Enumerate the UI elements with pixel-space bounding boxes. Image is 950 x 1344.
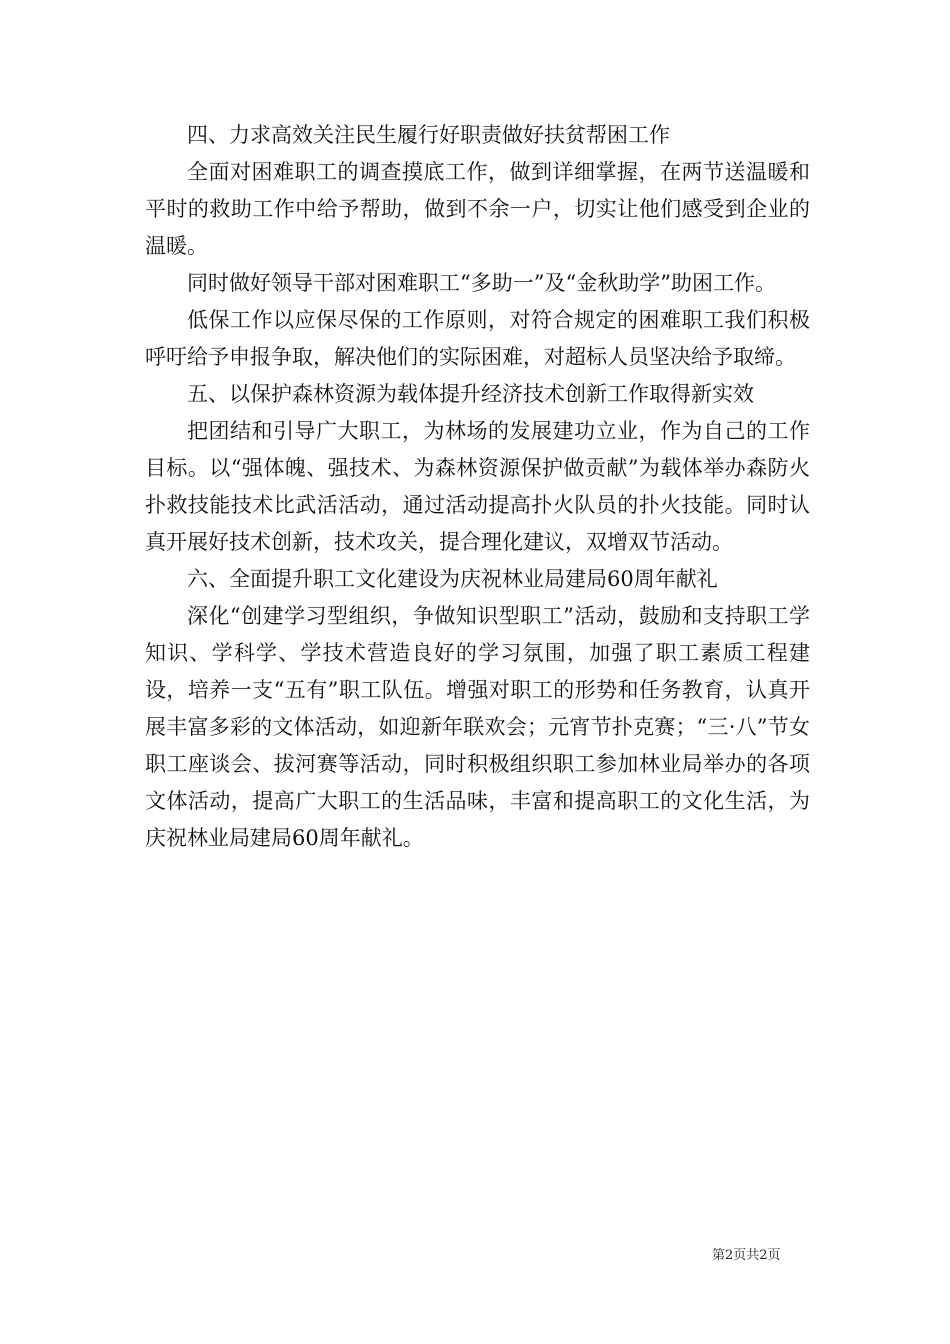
section-heading-5: 五、以保护森林资源为载体提升经济技术创新工作取得新实效 — [187, 382, 754, 406]
section-heading-4: 四、力求高效关注民生履行好职责做好扶贫帮困工作 — [187, 123, 670, 147]
document-body — [145, 117, 810, 857]
body-paragraph: 全面对困难职工的调查摸底工作，做到详细掌握，在两节送温暖和平时的救助工作中给予帮助，做到不余一户，切实让他们感受到企业的温暖。 — [145, 160, 810, 258]
body-paragraph: 同时做好领导干部对困难职工“多助一”及“金秋助学”助困工作。 — [187, 271, 776, 295]
section-heading-6: 六、全面提升职工文化建设为庆祝林业局建局60周年献礼 — [187, 567, 718, 591]
body-paragraph: 深化“创建学习型组织，争做知识型职工”活动，鼓励和支持职工学知识、学科学、学技术营造良好的学习氛围，加强了职工素质工程建设，培养一支“五有”职工队伍。增强对职工的形势和任务教育，认真开展丰富多彩的文体活动，如迎新年联欢会；元宵节扑克赛；“三·八”节女职工座谈会、拔河赛等活动，同时积极组织职工参加林业局举办的各项文体活动，提高广大职工的生活品味，丰富和提高职工的文化生活，为庆祝林业局建局60周年献礼。 — [145, 604, 810, 850]
page-number-footer: 第2页共2页 — [712, 1248, 781, 1263]
body-paragraph: 把团结和引导广大职工，为林场的发展建功立业，作为自己的工作目标。以“强体魄、强技术、为森林资源保护做贡献”为载体举办森防火扑救技能技术比武活活动，通过活动提高扑火队员的扑火技能。同时认真开展好技术创新，技术攻关，提合理化建议，双增双节活动。 — [145, 419, 810, 554]
body-paragraph: 低保工作以应保尽保的工作原则，对符合规定的困难职工我们积极呼吁给予申报争取，解决他们的实际困难，对超标人员坚决给予取缔。 — [145, 308, 810, 369]
